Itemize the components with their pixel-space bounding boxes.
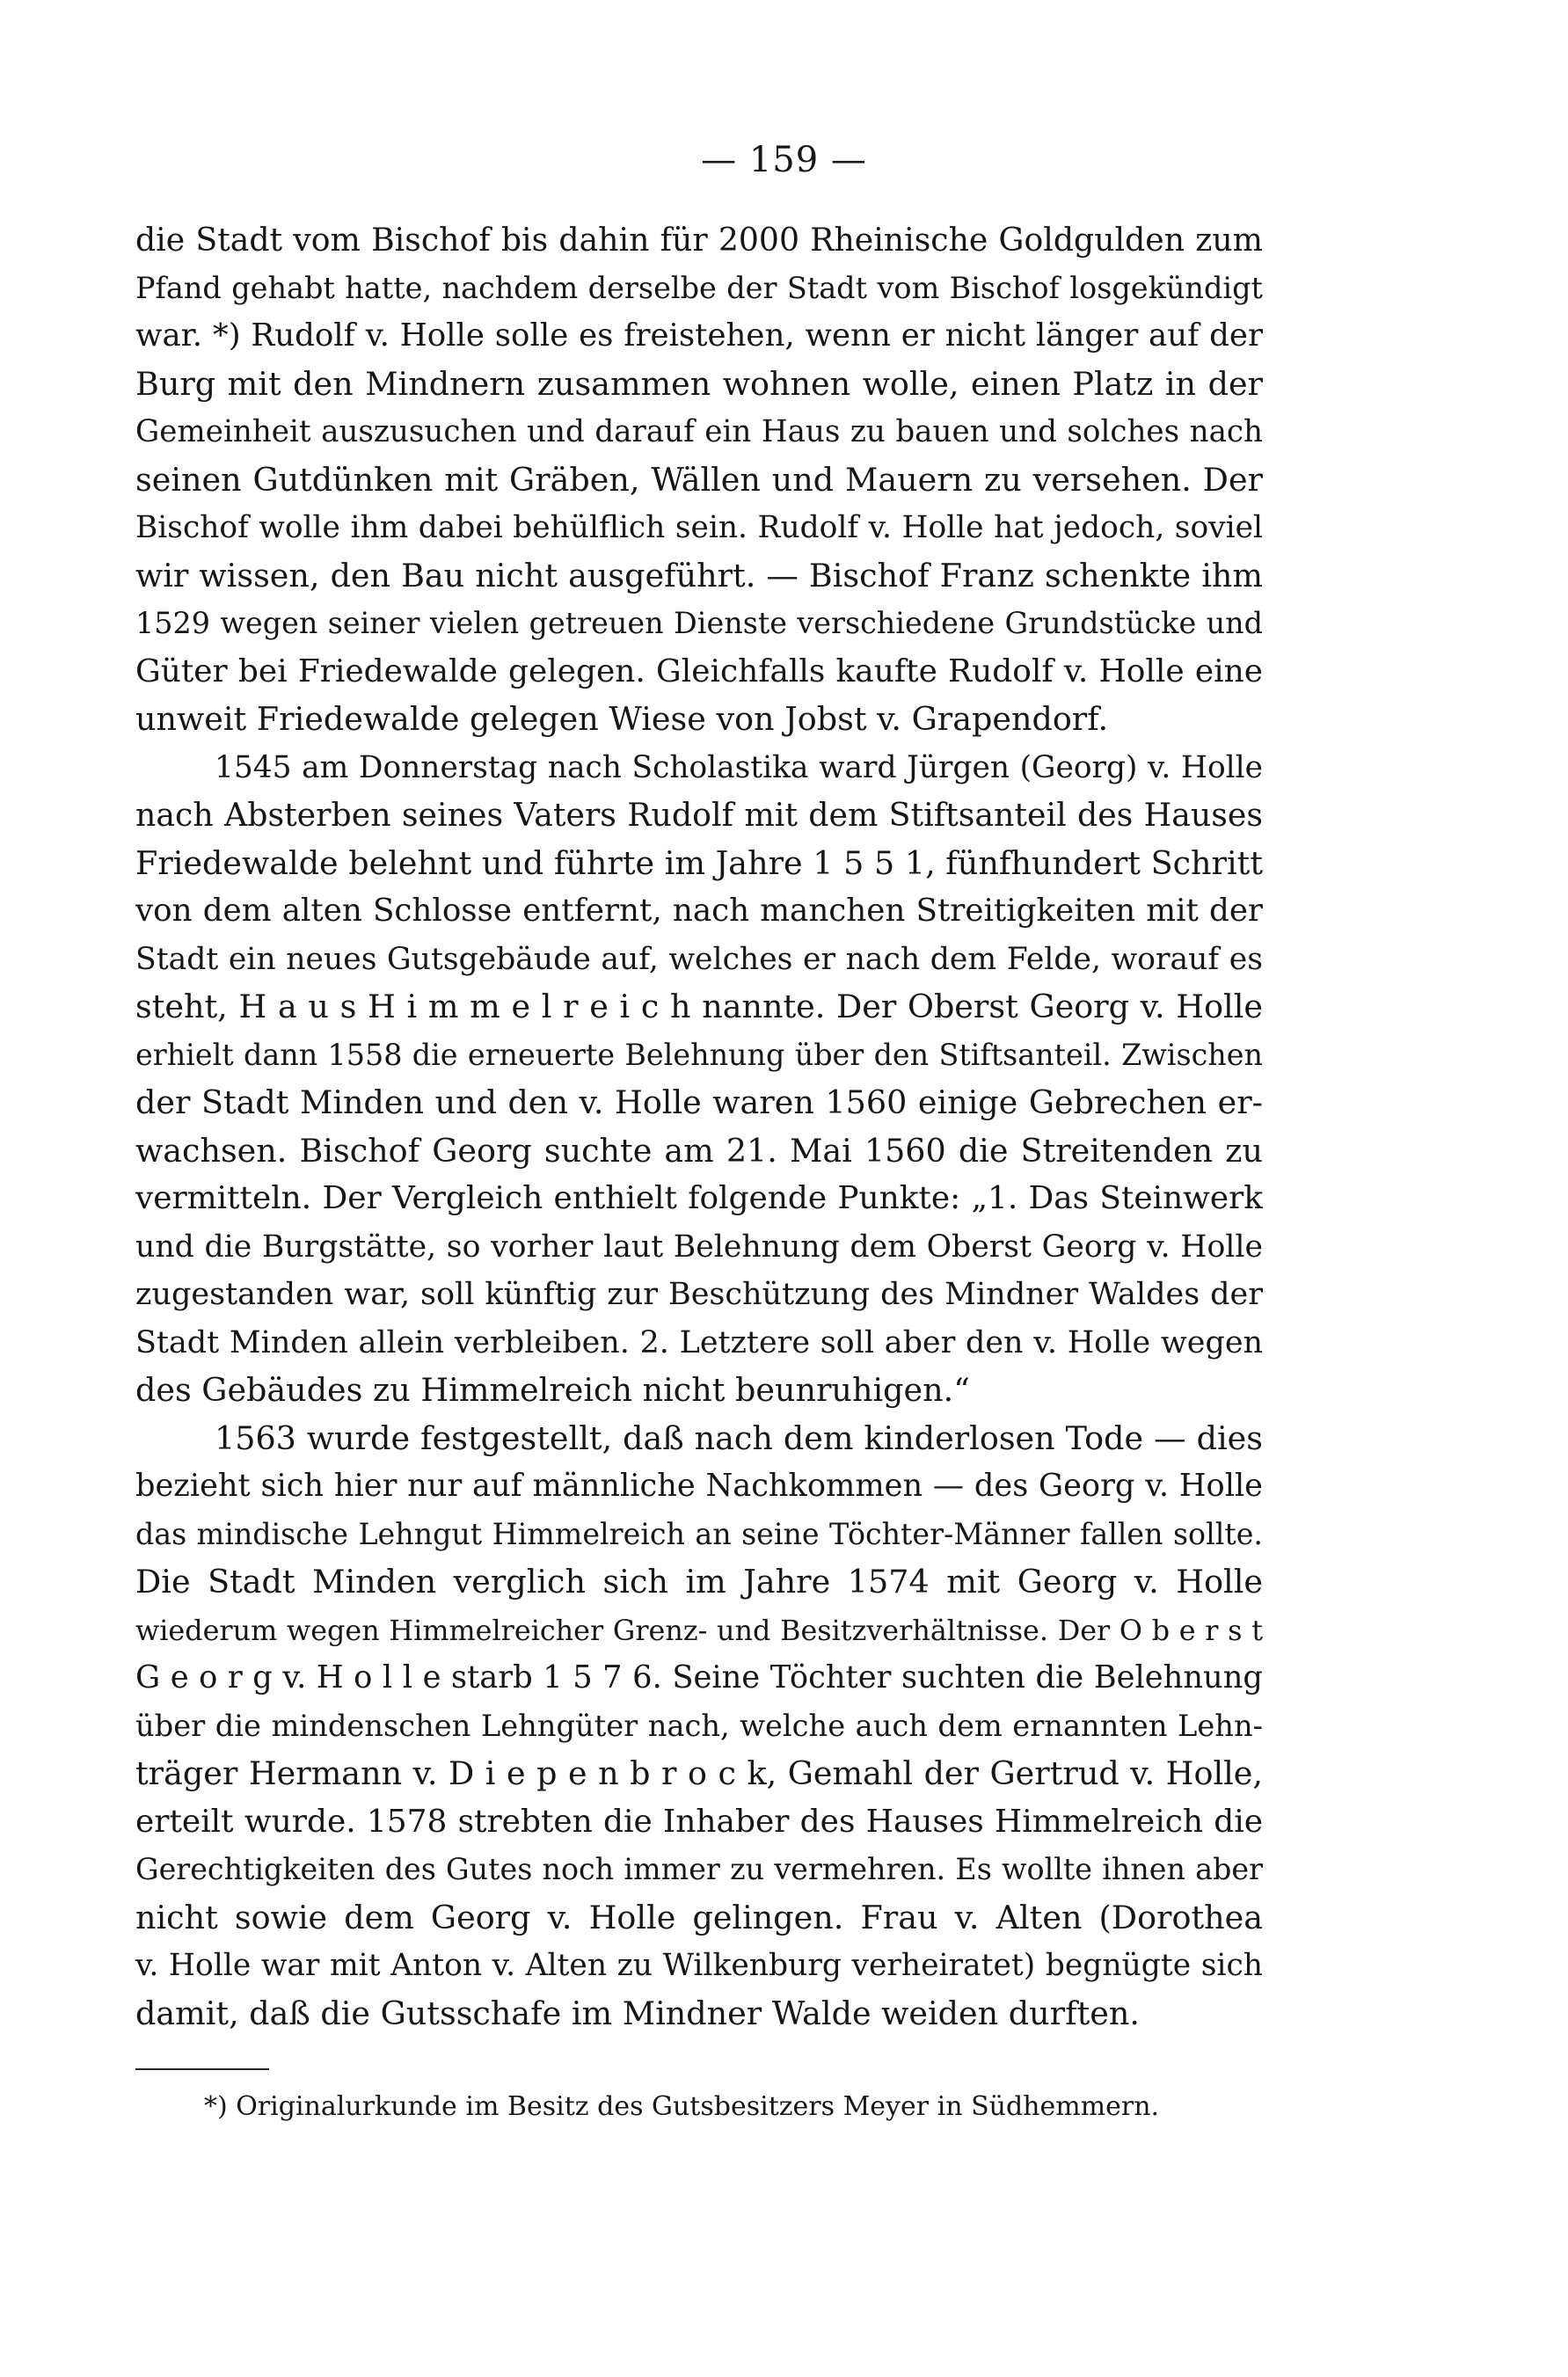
text-line: 1545 am Donnerstag nach Scholastika ward Jürgen (Georg) v. Holle	[215, 749, 1263, 785]
text-line: Burg mit den Mindnern zusammen wohnen wolle, einen Platz in der	[135, 364, 1263, 403]
text-line: träger Hermann v. D i e p e n b r o c k, Gemahl der Gertrud v. Holle,	[135, 1754, 1263, 1792]
text-line: zugestanden war, soll künftig zur Beschützung des Mindner Waldes der	[135, 1276, 1263, 1312]
text-line: vermitteln. Der Vergleich enthielt folgende Punkte: „1. Das Steinwerk	[135, 1180, 1263, 1216]
paragraph-3	[135, 1415, 1263, 2038]
text-line: Die Stadt Minden verglich sich im Jahre 1574 mit Georg v. Holle	[135, 1563, 1263, 1600]
body-text	[135, 216, 1263, 2038]
paragraph-1	[135, 216, 1263, 744]
text-line: steht, H a u s H i m m e l r e i c h nannte. Der Oberst Georg v. Holle	[135, 988, 1263, 1025]
text-line: Bischof wolle ihm dabei behülflich sein. Rudolf v. Holle hat jedoch, soviel	[135, 510, 1263, 545]
text-line: und die Burgstätte, so vorher laut Belehnung dem Oberst Georg v. Holle	[135, 1229, 1263, 1265]
text-line: nach Absterben seines Vaters Rudolf mit dem Stiftsanteil des Hauses	[135, 796, 1263, 834]
text-line: wachsen. Bischof Georg suchte am 21. Mai 1560 die Streitenden zu	[135, 1131, 1263, 1170]
text-line: Güter bei Friedewalde gelegen. Gleichfalls kaufte Rudolf v. Holle eine	[135, 653, 1263, 689]
text-line: von dem alten Schlosse entfernt, nach manchen Streitigkeiten mit der	[135, 893, 1263, 929]
text-line: v. Holle war mit Anton v. Alten zu Wilkenburg verheiratet) begnügte sich	[135, 1948, 1263, 1983]
footnote: *) Originalurkunde im Besitz des Gutsbesitzers Meyer in Südhemmern.	[204, 2091, 1160, 2122]
text-line: über die mindenschen Lehngüter nach, welche auch dem ernannten Lehn-	[135, 1708, 1263, 1743]
text-line: Gerechtigkeiten des Gutes noch immer zu vermehren. Es wollte ihnen aber	[135, 1852, 1263, 1886]
text-line: Gemeinheit auszusuchen und darauf ein Haus zu bauen und solches nach	[135, 414, 1263, 449]
text-line: der Stadt Minden und den v. Holle waren 1560 einige Gebrechen er-	[135, 1083, 1263, 1121]
footnote-divider	[135, 2068, 269, 2070]
text-line: des Gebäudes zu Himmelreich nicht beunruhigen.“	[135, 1371, 970, 1409]
text-line: wiederum wegen Himmelreicher Grenz- und Besitzverhältnisse. Der O b e r s t	[135, 1613, 1263, 1647]
text-line: das mindische Lehngut Himmelreich an seine Töchter-Männer fallen sollte.	[135, 1516, 1263, 1551]
text-line: Friedewalde belehnt und führte im Jahre 1 5 5 1, fünfhundert Schritt	[135, 843, 1263, 882]
text-line: Stadt Minden allein verbleiben. 2. Letztere soll aber den v. Holle wegen	[135, 1324, 1263, 1360]
text-line: erhielt dann 1558 die erneuerte Belehnung über den Stiftsanteil. Zwischen	[135, 1037, 1263, 1072]
text-line: nicht sowie dem Georg v. Holle gelingen. Frau v. Alten (Dorothea	[135, 1898, 1263, 1936]
text-line: 1529 wegen seiner vielen getreuen Dienste verschiedene Grundstücke und	[135, 606, 1263, 640]
text-line: 1563 wurde festgestellt, daß nach dem kinderlosen Tode — dies	[215, 1418, 1263, 1457]
text-line: wir wissen, den Bau nicht ausgeführt. — Bischof Franz schenkte ihm	[135, 556, 1263, 594]
text-line: bezieht sich hier nur auf männliche Nachkommen — des Georg v. Holle	[135, 1468, 1263, 1504]
paragraph-2	[135, 744, 1263, 1415]
text-line: war. *) Rudolf v. Holle solle es freistehen, wenn er nicht länger auf der	[135, 317, 1263, 354]
text-line: erteilt wurde. 1578 strebten die Inhaber des Hauses Himmelreich die	[135, 1803, 1263, 1840]
page-number: — 159 —	[701, 140, 867, 180]
text-line: seinen Gutdünken mit Gräben, Wällen und Mauern zu versehen. Der	[135, 460, 1263, 499]
text-line: G e o r g v. H o l l e starb 1 5 7 6. Seine Töchter suchten die Belehnung	[135, 1659, 1263, 1695]
text-line: damit, daß die Gutsschafe im Mindner Walde weiden durften.	[135, 1994, 1140, 2032]
text-line: Stadt ein neues Gutsgebäude auf, welches er nach dem Felde, worauf es	[135, 941, 1263, 977]
text-line: unweit Friedewalde gelegen Wiese von Jobst v. Grapendorf.	[135, 700, 1109, 738]
text-line: die Stadt vom Bischof bis dahin für 2000 Rheinische Goldgulden zum	[135, 221, 1263, 259]
text-line: Pfand gehabt hatte, nachdem derselbe der Stadt vom Bischof losgekündigt	[135, 270, 1263, 305]
